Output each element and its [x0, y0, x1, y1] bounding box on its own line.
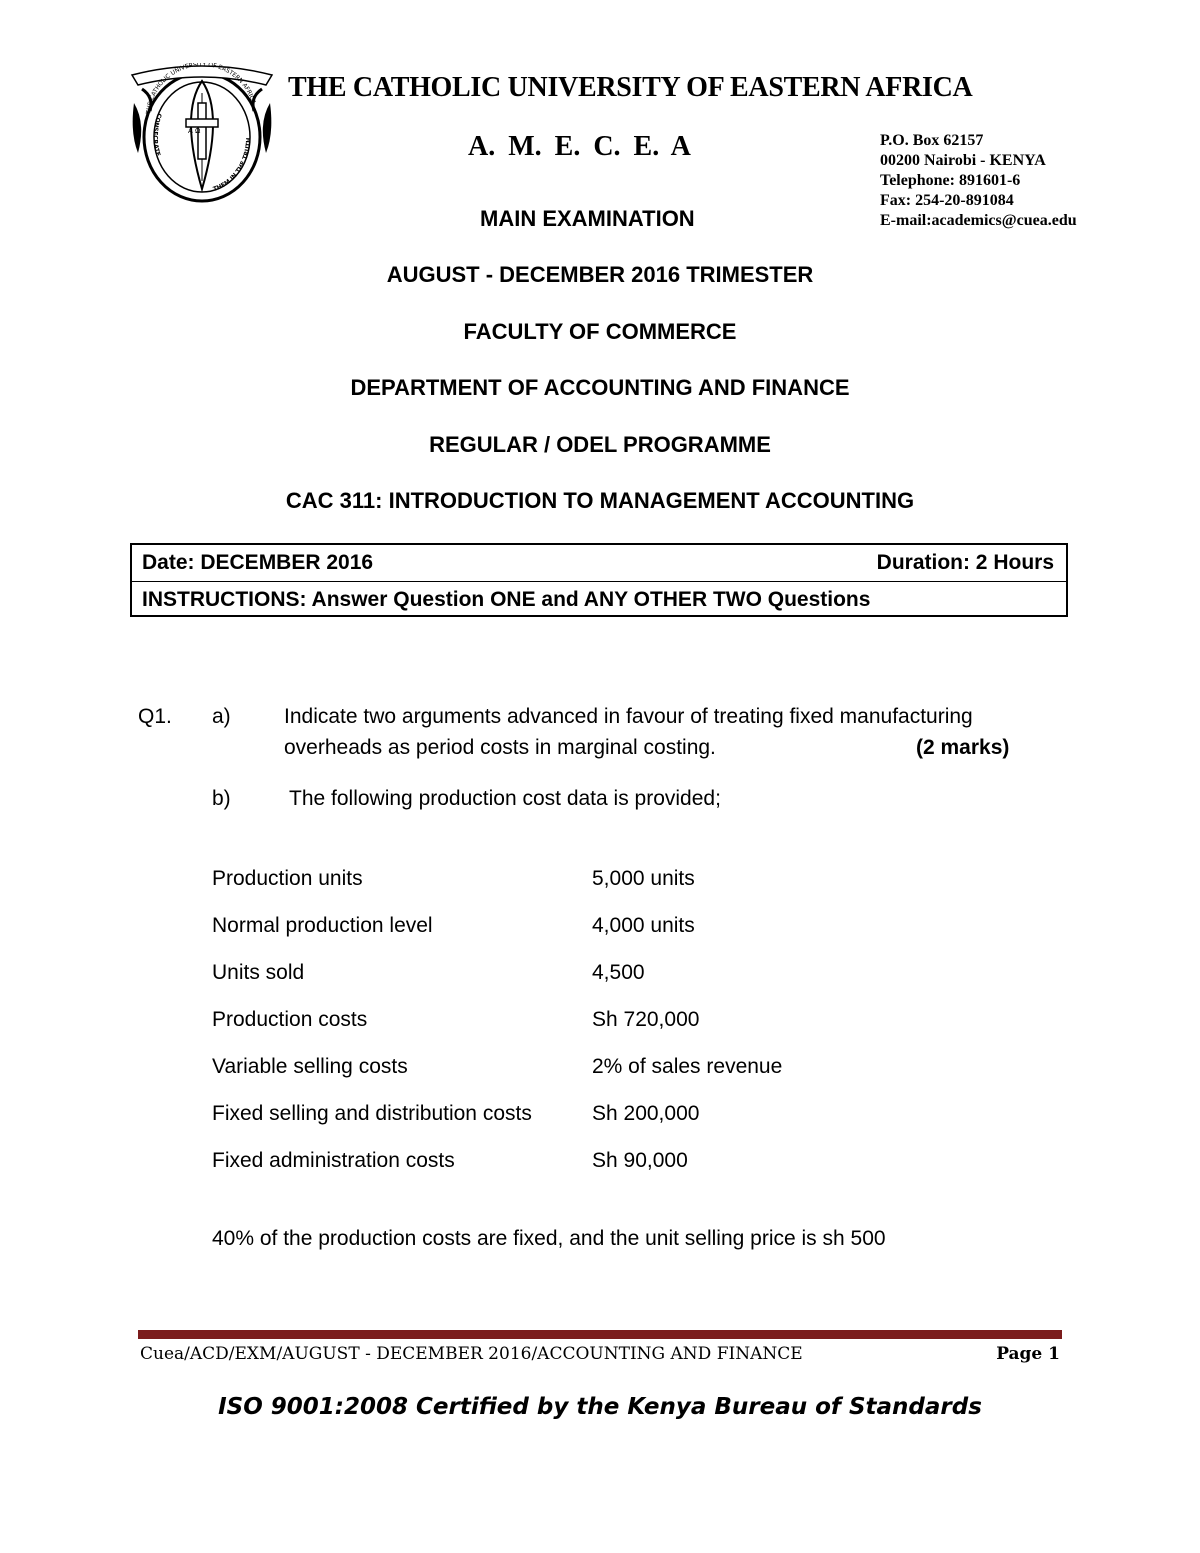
svg-text:THEM IN THE TRUTH: [212, 138, 252, 193]
svg-text:CONSECRATE: [151, 112, 162, 157]
info-row-instructions: [132, 582, 1066, 617]
department-heading: DEPARTMENT OF ACCOUNTING AND FINANCE: [350, 375, 850, 400]
motto-right: THEM IN THE TRUTH: [212, 137, 253, 193]
motto-left: CONSECRATE: [151, 112, 163, 158]
cost-row-value: 4,500: [592, 961, 645, 984]
cost-row-label: Normal production level: [212, 914, 433, 937]
programme-heading: REGULAR / ODEL PROGRAMME: [429, 432, 771, 457]
exam-duration: Duration: 2 Hours: [876, 551, 1054, 574]
cost-row-value: Sh 720,000: [592, 1008, 700, 1031]
part-a-marks: (2 marks): [916, 736, 1010, 759]
cost-row-value: 2% of sales revenue: [592, 1055, 783, 1078]
part-a-line2: overheads as period costs in marginal costing.: [284, 736, 716, 759]
emblem-text: A Ω: [188, 127, 201, 135]
iso-certification: ISO 9001:2008 Certified by the Kenya Bureau of Standards: [218, 1394, 982, 1420]
address-telephone: Telephone: 891601-6: [880, 172, 1021, 189]
amecea-title: A. M. E. C. E. A: [468, 131, 691, 162]
part-a-line1: Indicate two arguments advanced in favour of treating fixed manufacturing: [284, 705, 973, 728]
footer-bar: [138, 1330, 1062, 1339]
cost-row-label: Units sold: [212, 961, 305, 984]
cost-row-label: Fixed administration costs: [212, 1149, 455, 1172]
info-row-date: [132, 545, 1066, 582]
cost-row-label: Fixed selling and distribution costs: [212, 1102, 532, 1125]
main-examination-heading: MAIN EXAMINATION: [480, 206, 695, 231]
address-city: 00200 Nairobi - KENYA: [880, 152, 1046, 169]
address-fax: Fax: 254-20-891084: [880, 192, 1014, 209]
address-email: E-mail:academics@cuea.edu: [880, 212, 1077, 229]
cost-row-value: Sh 90,000: [592, 1149, 688, 1172]
part-a-label: a): [212, 705, 231, 728]
cost-row-label: Production costs: [212, 1008, 368, 1031]
part-b-intro: The following production cost data is provided;: [289, 787, 721, 810]
trimester-heading: AUGUST - DECEMBER 2016 TRIMESTER: [386, 262, 814, 287]
part-b-label: b): [212, 787, 231, 810]
cost-row-value: 5,000 units: [592, 867, 695, 890]
university-name: THE CATHOLIC UNIVERSITY OF EASTERN AFRICA: [288, 72, 973, 103]
address-block: [880, 131, 1077, 231]
exam-info-box: [130, 543, 1068, 617]
svg-text:THE CATHOLIC UNIVERSITY OF EAS: THE CATHOLIC UNIVERSITY OF EASTERN AFRICA: [145, 63, 257, 115]
cost-row-label: Variable selling costs: [212, 1055, 408, 1078]
university-crest-icon: [128, 63, 276, 205]
footer-reference: Cuea/ACD/EXM/AUGUST - DECEMBER 2016/ACCOUNTING AND FINANCE: [140, 1344, 803, 1364]
course-title: CAC 311: INTRODUCTION TO MANAGEMENT ACCOUNTING: [285, 488, 915, 513]
faculty-heading: FACULTY OF COMMERCE: [463, 319, 737, 344]
cost-row-value: 4,000 units: [592, 914, 695, 937]
exam-instructions: INSTRUCTIONS: Answer Question ONE and ANY OTHER TWO Questions: [142, 588, 871, 611]
cost-row-value: Sh 200,000: [592, 1102, 700, 1125]
address-po-box: P.O. Box 62157: [880, 132, 984, 149]
cost-row-label: Production units: [212, 867, 363, 890]
part-b-note: 40% of the production costs are fixed, and the unit selling price is sh 500: [212, 1227, 886, 1250]
exam-date: Date: DECEMBER 2016: [142, 551, 374, 574]
question-number: Q1.: [138, 705, 172, 728]
footer-page-number: Page 1: [996, 1344, 1060, 1364]
